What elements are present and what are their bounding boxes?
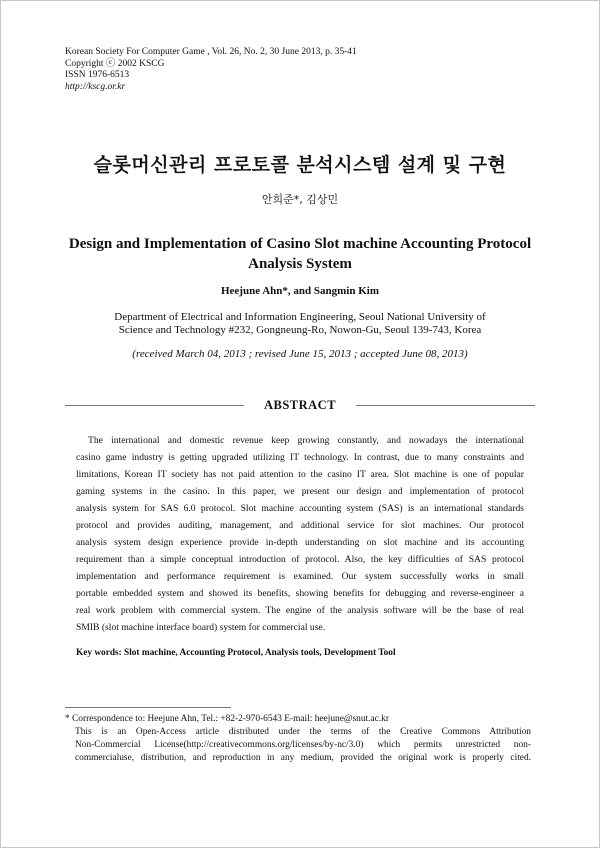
abstract-line: portable embedded system and showed its benefits, showing benefits for debugging and reverse-engineer a [76,588,524,599]
keywords: Key words: Slot machine, Accounting Protocol, Analysis tools, Development Tool [76,648,396,658]
abstract-line: implementation and performance requirement is examined. Our system successfully works in small [76,571,524,582]
affiliation-line: Department of Electrical and Information Engineering, Seoul National University of [114,311,486,323]
abstract-line: analysis system design experience provide in-depth understanding on slot machine and its accounting [76,537,524,548]
abstract-body [76,432,524,636]
abstract-line: casino game industry is getting upgraded utilizing IT technology. In contrast, due to many constraints and [76,452,524,463]
authors-english: Heejune Ahn*, and Sangmin Kim [220,285,379,297]
abstract-line: limitations, Korean IT society has not paid attention to the casino IT area. Slot machine is one of popular [76,469,524,480]
abstract-line: SMIB (slot machine interface board) system for commercial use. [76,622,326,633]
title-korean: 슬롯머신관리 프로토콜 분석시스템 설계 및 구현 [93,154,507,176]
abstract-line: analysis system for SAS 6.0 protocol. Slot machine accounting system (SAS) is an international standards [76,503,524,514]
issn: ISSN 1976-6513 [65,70,130,80]
footnote [65,713,531,765]
license-line: commercialuse, distribution, and reproduction in any medium, provided the original work is properly cited. [75,753,531,763]
abstract-line: gaming systems in the casino. In this paper, we present our design and implementation of protocol [76,486,524,497]
received-dates: (received March 04, 2013 ; revised June 15, 2013 ; accepted June 08, 2013) [132,348,468,360]
footnote-rule [65,707,231,708]
abstract-line: real work problem with commercial system. The engine of the analysis software will be the base of real [76,605,524,616]
journal-citation: Korean Society For Computer Game , Vol. 26, No. 2, 30 June 2013, p. 35-41 [65,47,357,57]
affiliation [60,311,540,336]
copyright: Copyright ⓒ 2002 KSCG [65,58,165,69]
journal-url[interactable]: http://kscg.or.kr [65,81,126,92]
affiliation-line: Science and Technology #232, Gongneung-Ro, Nowon-Gu, Seoul 139-743, Korea [118,323,482,336]
title-english: Design and Implementation of Casino Slot machine Accounting Protocol Analysis System [68,236,532,272]
abstract-line: The international and domestic revenue keep growing constantly, and nowadays the international [88,435,524,446]
heading-rule-right [356,405,535,406]
authors-korean: 안희준*, 김상민 [261,193,339,206]
heading-rule-left [65,405,244,406]
license-line: Non-Commercial License(http://creativecommons.org/licenses/by-nc/3.0) which permits unrestricted non- [75,740,531,750]
abstract-line: protocol and provides auditing, management, and additional service for slot machines. Our protocol [76,520,524,531]
journal-info [65,47,357,93]
abstract-heading: ABSTRACT [263,398,337,412]
abstract-line: requirement than a simple conceptual introduction of protocol. Also, the key difficulties of SAS protocol [76,554,524,565]
license-line: This is an Open-Access article distributed under the terms of the Creative Commons Attribution [75,727,531,737]
abstract-heading-row [65,398,535,413]
correspondence-line: * Correspondence to: Heejune Ahn, Tel.: +82-2-970-6543 E-mail: heejune@snut.ac.kr [65,714,389,724]
